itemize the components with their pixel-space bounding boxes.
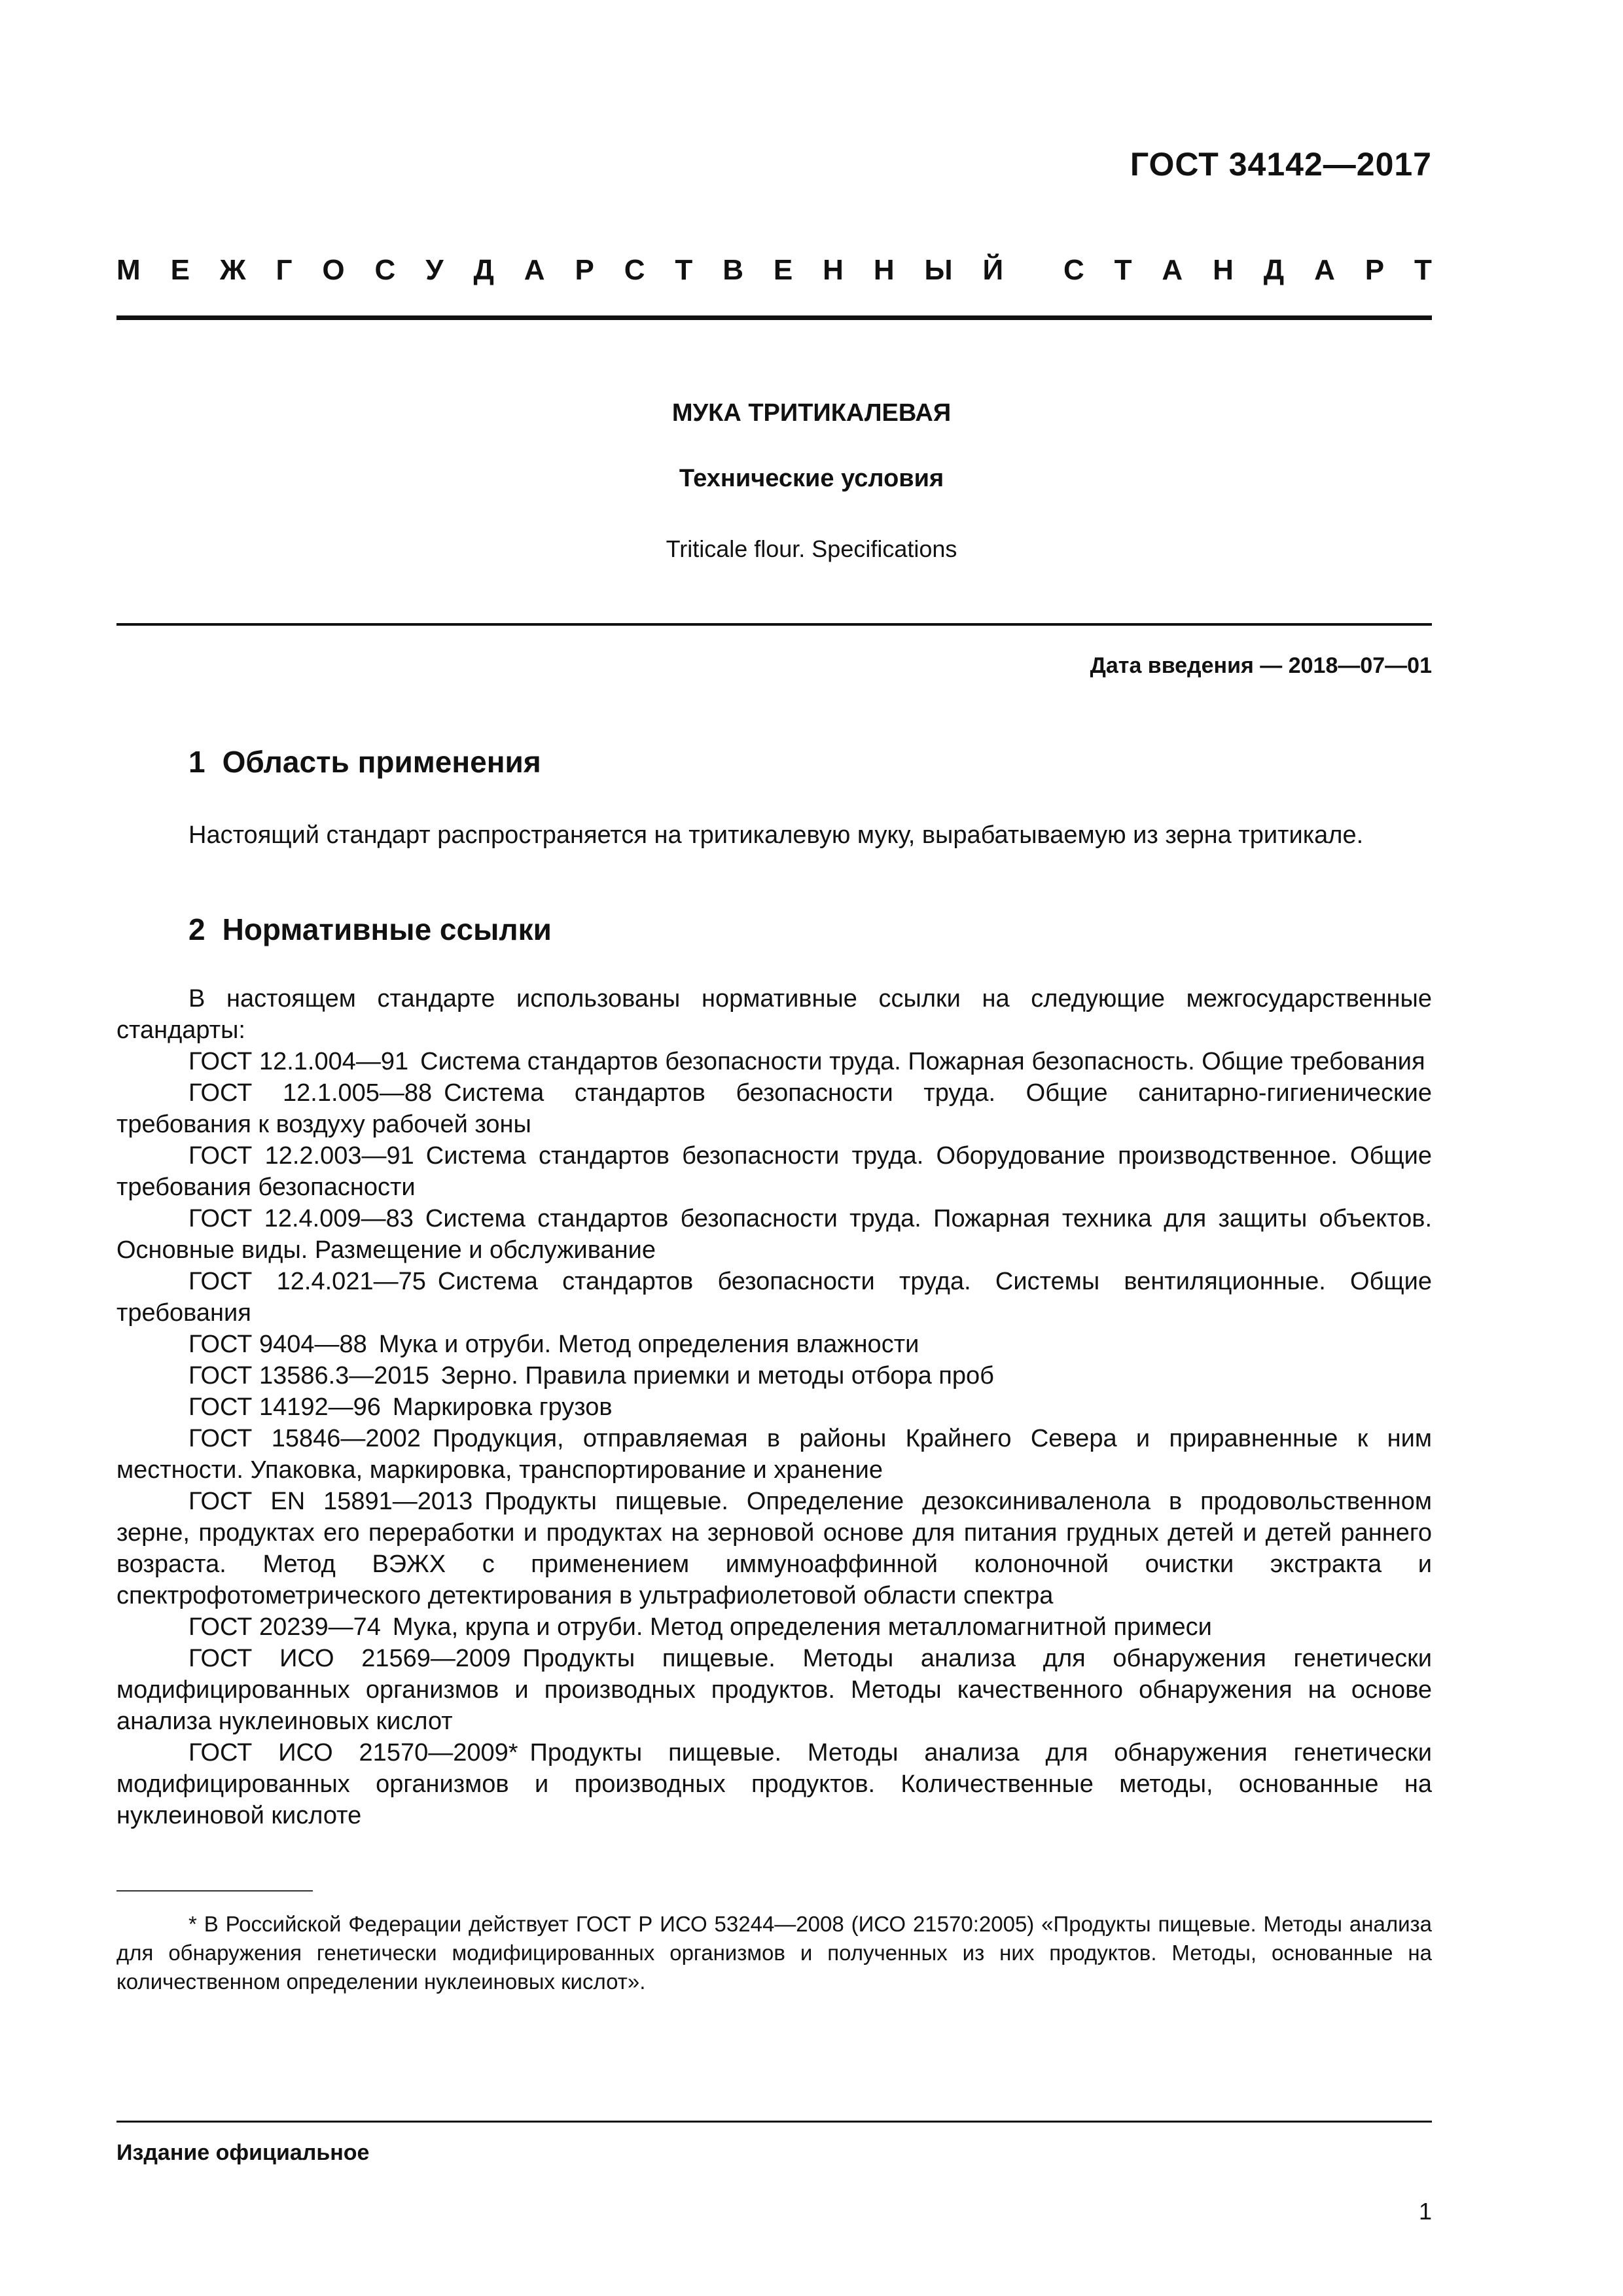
paragraph: В настоящем стандарте использованы нормативные ссылки на следующие межгосударственные стандарты:	[116, 985, 1432, 1044]
reference-code: ГОСТ 12.4.021—75	[188, 1268, 426, 1295]
standard-type-letter: Р	[575, 254, 594, 286]
reference-item	[116, 1423, 1432, 1486]
reference-title: Зерно. Правила приемки и методы отбора проб	[440, 1362, 994, 1390]
header-rule	[116, 315, 1432, 320]
reference-code: ГОСТ 9404—88	[188, 1331, 367, 1358]
reference-code: ГОСТ 14192—96	[188, 1393, 381, 1421]
standard-type-letter: Т	[1414, 254, 1432, 286]
standard-type-letter: Р	[1364, 254, 1385, 286]
standard-type-letter: А	[1162, 254, 1183, 286]
edition-label: Издание официальное	[116, 2140, 370, 2165]
reference-code: ГОСТ 12.4.009—83	[188, 1205, 414, 1232]
doc-number: ГОСТ 34142—2017	[1130, 146, 1432, 183]
standard-type-letter: У	[425, 254, 444, 286]
paragraph: Настоящий стандарт распространяется на тритикалевую муку, вырабатываемую из зерна тритикале.	[188, 821, 1364, 849]
standard-type-letter: М	[116, 254, 141, 286]
standard-type-heading	[116, 254, 1432, 287]
standard-type-letter: Д	[473, 254, 494, 286]
introduction-date: Дата введения — 2018—07—01	[1090, 653, 1432, 678]
document-title-english: Triticale flour. Specifications	[666, 535, 957, 562]
footnote: * В Российской Федерации действует ГОСТ Р ИСО 53244—2008 (ИСО 21570:2005) «Продукты пищевые. Методы анализа для обнаружения генетически модифицированных организмов и полученных из них продуктов. Методы, основанные на количественном определении нуклеиновых кислот».	[116, 1912, 1432, 1994]
standard-type-letter: Г	[276, 254, 293, 286]
document-title: МУКА ТРИТИКАЛЕВАЯ	[671, 399, 952, 427]
reference-title: Продукты пищевые. Определение дезоксиниваленола в продовольственном зерне, продуктах его переработки и продуктах на зерновой основе для питания грудных детей и детей раннего возраста. Метод ВЭЖХ с применением иммуноаффинной колоночной очистки экстракта и спектрофотометрического детектирования в ультрафиолетовой области спектра	[116, 1488, 1432, 1609]
standard-type-letter: Н	[823, 254, 844, 286]
reference-title: Продукты пищевые. Методы анализа для обнаружения генетически модифицированных организмов и производных продуктов. Методы качественного обнаружения на основе анализа нуклеиновых кислот	[116, 1645, 1432, 1735]
reference-code: ГОСТ 20239—74	[188, 1613, 381, 1641]
section-1-body	[116, 819, 1432, 851]
standard-type-letter: Т	[1114, 254, 1132, 286]
reference-item	[116, 1486, 1432, 1611]
reference-item	[116, 1203, 1432, 1266]
reference-title: Мука, крупа и отруби. Метод определения металломагнитной примеси	[392, 1613, 1212, 1641]
standard-type-letter: Ж	[219, 254, 246, 286]
title-rule	[116, 623, 1432, 626]
reference-code: ГОСТ 15846—2002	[188, 1425, 421, 1452]
reference-code: ГОСТ 12.1.005—88	[188, 1079, 433, 1107]
reference-title: Маркировка грузов	[392, 1393, 613, 1421]
section-title: Нормативные ссылки	[222, 912, 552, 946]
reference-code: ГОСТ ИСО 21570—2009*	[188, 1739, 518, 1767]
document-subtitle: Технические условия	[679, 465, 944, 492]
standard-type-letter: С	[1063, 254, 1084, 286]
footer-rule	[116, 2121, 1432, 2123]
standard-type-letter: А	[1314, 254, 1335, 286]
reference-item	[116, 1737, 1432, 1831]
reference-title: Система стандартов безопасности труда. Пожарная безопасность. Общие требования	[420, 1048, 1425, 1075]
standard-type-letter: Ы	[924, 254, 953, 286]
reference-code: ГОСТ 12.2.003—91	[188, 1142, 414, 1170]
section-1-heading	[116, 746, 1504, 778]
reference-item	[116, 1391, 1432, 1423]
section-number: 2	[188, 912, 205, 946]
reference-item	[116, 1140, 1432, 1203]
standard-type-letter: Е	[773, 254, 793, 286]
standard-type-letter: В	[722, 254, 743, 286]
section-2-body	[116, 983, 1432, 1831]
reference-title: Система стандартов безопасности труда. Общие санитарно-гигиенические требования к воздуху рабочей зоны	[116, 1079, 1432, 1138]
standard-type-letter: Е	[170, 254, 190, 286]
reference-title: Система стандартов безопасности труда. Системы вентиляционные. Общие требования	[116, 1268, 1432, 1327]
standard-type-letter: С	[374, 254, 396, 286]
reference-title: Продукция, отправляемая в районы Крайнего Севера и приравненные к ним местности. Упаковка, маркировка, транспортирование и хранение	[116, 1425, 1433, 1484]
reference-item	[116, 1611, 1432, 1643]
reference-list	[116, 1046, 1432, 1831]
reference-code: ГОСТ 13586.3—2015	[188, 1362, 429, 1390]
standard-type-letter: Н	[873, 254, 895, 286]
reference-title: Продукты пищевые. Методы анализа для обнаружения генетически модифицированных организмов и производных продуктов. Количественные методы, основанные на нуклеиновой кислоте	[116, 1739, 1432, 1829]
reference-item	[116, 1360, 1432, 1391]
reference-code: ГОСТ EN 15891—2013	[188, 1488, 473, 1515]
reference-code: ГОСТ 12.1.004—91	[188, 1048, 409, 1075]
reference-item	[116, 1046, 1432, 1077]
section-number: 1	[188, 745, 205, 779]
standard-type-letter: Т	[675, 254, 693, 286]
reference-item	[116, 1329, 1432, 1360]
section-title: Область применения	[222, 745, 541, 779]
reference-item	[116, 1077, 1432, 1140]
standard-type-letter: С	[624, 254, 645, 286]
standard-type-letter: Й	[982, 254, 1004, 286]
reference-title: Мука и отруби. Метод определения влажности	[378, 1331, 919, 1358]
page-number: 1	[1418, 2198, 1432, 2225]
reference-code: ГОСТ ИСО 21569—2009	[188, 1645, 511, 1672]
standard-type-letter: А	[524, 254, 545, 286]
reference-item	[116, 1643, 1432, 1737]
section-2-heading	[116, 914, 1504, 945]
standard-type-letter: Н	[1213, 254, 1234, 286]
standard-type-letter: О	[322, 254, 345, 286]
reference-item	[116, 1266, 1432, 1329]
standard-type-letter: Д	[1263, 254, 1285, 286]
footnote-separator	[116, 1890, 313, 1892]
reference-title: Система стандартов безопасности труда. Оборудование производственное. Общие требования безопасности	[116, 1142, 1433, 1201]
reference-title: Система стандартов безопасности труда. Пожарная техника для защиты объектов. Основные виды. Размещение и обслуживание	[116, 1205, 1433, 1264]
